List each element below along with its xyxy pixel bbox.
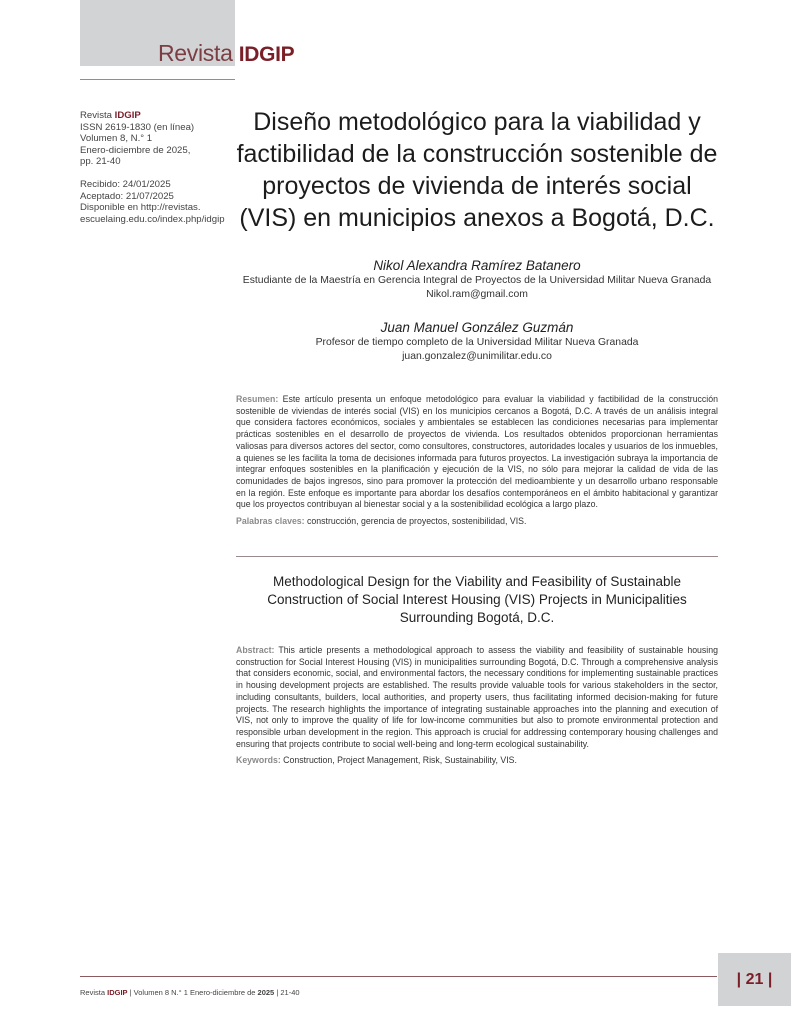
footer-pages: | 21-40: [274, 988, 300, 997]
journal-info-sidebar: [80, 110, 240, 225]
sidebar-pages: pp. 21-40: [80, 156, 121, 168]
palabras-label: Palabras claves:: [236, 516, 305, 527]
author-email[interactable]: juan.gonzalez@unimilitar.edu.co: [402, 350, 552, 362]
page-number: | 21 |: [718, 953, 791, 1006]
sidebar-accepted: Aceptado: 21/07/2025: [80, 190, 174, 202]
abstract-paragraph: [236, 645, 718, 750]
footer-citation: [80, 988, 300, 997]
sidebar-period: Enero-diciembre de 2025,: [80, 144, 191, 156]
sidebar-volume: Volumen 8, N.° 1: [80, 133, 153, 145]
author-block: [232, 257, 722, 301]
sidebar-journal-name: IDGIP: [114, 110, 141, 121]
author-name: Nikol Alexandra Ramírez Batanero: [373, 258, 581, 273]
resumen-section: [236, 394, 718, 528]
author-affiliation: Profesor de tiempo completo de la Universidad Militar Nueva Granada: [315, 337, 639, 348]
sidebar-available-link-2[interactable]: escuelaing.edu.co/index.php/idgip: [80, 213, 225, 225]
keywords: [236, 755, 718, 767]
author-affiliation: Estudiante de la Maestría en Gerencia Integral de Proyectos de la Universidad Militar Nueva Granada: [242, 275, 712, 286]
author-email[interactable]: Nikol.ram@gmail.com: [426, 288, 528, 300]
author-name: Juan Manuel González Guzmán: [380, 320, 574, 335]
section-divider: [236, 556, 718, 557]
abstract-label: Abstract:: [236, 645, 275, 655]
keywords-label: Keywords:: [236, 755, 281, 766]
sidebar-journal: [80, 110, 240, 122]
resumen-text: Este artículo presenta un enfoque metodológico para evaluar la viabilidad y factibilidad de la construcción sostenible de viviendas de interés social (VIS) en los municipios cercanos a Bogotá, D.C. A través de un análisis integral que considera factores económicos, sociales y ambientales se establecen las condiciones necesarias para implementar prácticas sostenibles en el desarrollo de proyectos de vivienda. Los resultados obtenidos proporcionan herramientas valiosas para diversos actores del sector, como consultores, constructores, autoridades locales y usuarios de los inmuebles, a quienes se les facilita la toma de decisiones informada para futuros proyectos. La investigación subraya la importancia de integrar enfoques sostenibles en la planificación y ejecución de la VIS, no sólo para mejorar la calidad de vida de las comunidades de bajos ingresos, sino para promover la protección del medioambiente y un desarrollo urbano responsable en la región. Este enfoque es importante para abordar los desafíos contemporáneos en el ámbito habitacional y garantizar que los proyectos contribuyan al bienestar social y a la sostenibilidad ecológica a largo plazo.: [236, 394, 718, 510]
brand-name: IDGIP: [238, 43, 295, 66]
resumen-paragraph: [236, 394, 718, 511]
article-title-en: Methodological Design for the Viability and Feasibility of Sustainable Construction of Social Interest Housing (VIS) Projects in Municipalities Surrounding Bogotá, D.C.: [267, 574, 687, 625]
sidebar-journal-prefix: Revista: [80, 110, 112, 121]
footer-divider: [80, 976, 717, 977]
resumen-label: Resumen:: [236, 394, 279, 404]
sidebar-available-link-1[interactable]: Disponible en http://revistas.: [80, 202, 201, 214]
abstract-section: [236, 645, 718, 767]
journal-brand: [158, 40, 294, 67]
sidebar-received: Recibido: 24/01/2025: [80, 178, 171, 190]
author-block: [232, 319, 722, 363]
footer-journal-name: IDGIP: [107, 988, 128, 997]
palabras-text: construcción, gerencia de proyectos, sostenibilidad, VIS.: [307, 516, 527, 527]
article-title-es: Diseño metodológico para la viabilidad y factibilidad de la construcción sostenible de proyectos de vivienda de interés social (VIS) en municipios anexos a Bogotá, D.C.: [236, 108, 718, 232]
header-divider: [80, 79, 235, 80]
footer-year: 2025: [257, 988, 275, 997]
footer-volume: | Volumen 8 N.° 1 Enero-diciembre de: [127, 988, 258, 997]
abstract-text: This article presents a methodological approach to assess the viability and feasibility of sustainable housing construction for Social Interest Housing (VIS) in municipalities surrounding Bogotá, D.C. Through a comprehensive analysis that considers economic, social, and environmental factors, the necessary conditions for implementing sustainable practices in housing development projects are established. The results provide valuable tools for various stakeholders in the sector, including consultants, builders, local authorities, and property users, thus facilitating informed decision-making for future projects. The research highlights the importance of integrating sustainable approaches into the planning and execution of VIS, not only to improve the quality of life for low-income communities but also to promote environmental protection and responsible urban development in the region. This approach is crucial for addressing contemporary housing challenges and ensuring that projects contribute to social well-being and long-term ecological sustainability.: [236, 645, 718, 749]
sidebar-issn: ISSN 2619-1830 (en línea): [80, 121, 195, 133]
footer-journal-prefix: Revista: [80, 988, 106, 997]
palabras-claves: [236, 516, 718, 528]
brand-prefix: Revista: [158, 40, 233, 66]
keywords-text: Construction, Project Management, Risk, Sustainability, VIS.: [283, 755, 517, 766]
